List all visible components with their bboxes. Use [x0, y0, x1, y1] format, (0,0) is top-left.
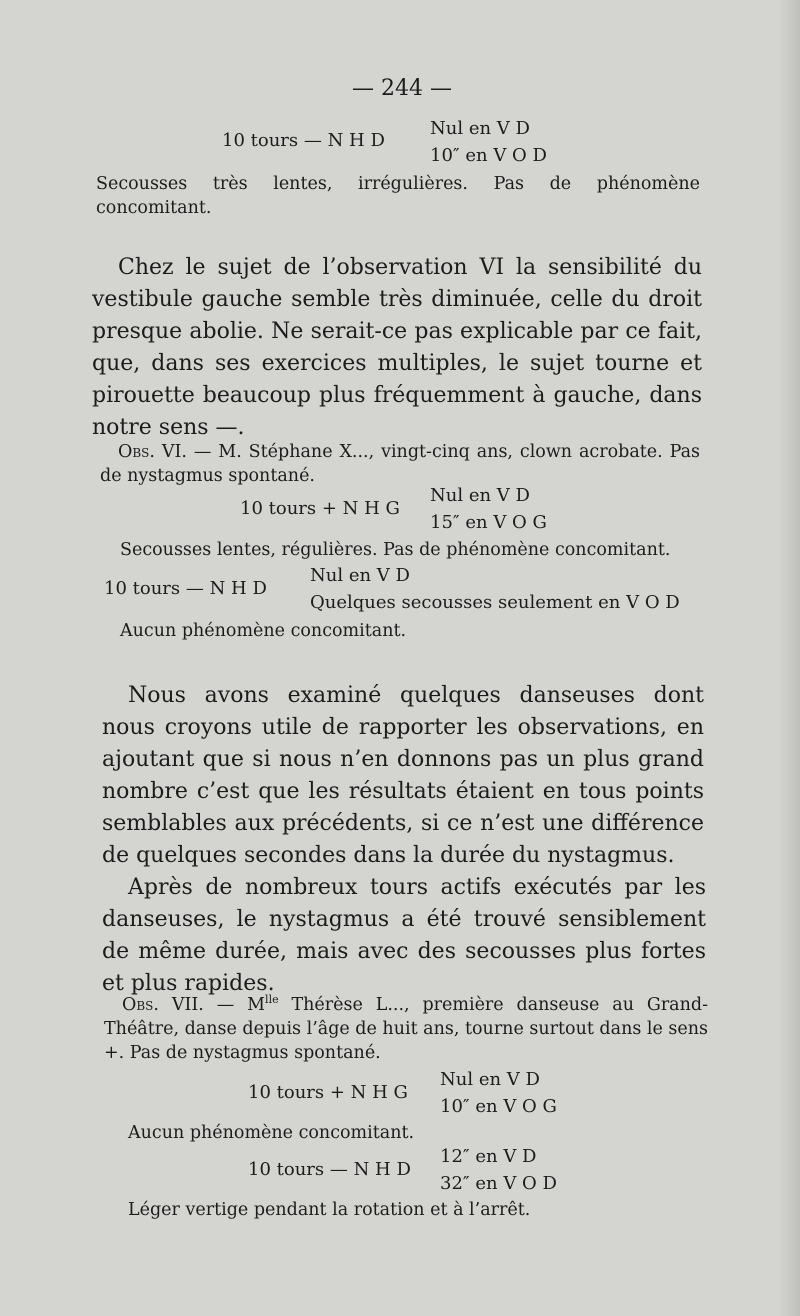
- observation-note: Aucun phénomène concomitant.: [128, 1123, 415, 1143]
- test-result-line: 12″ en V D: [440, 1146, 537, 1167]
- observation-text: — M: [203, 995, 266, 1015]
- test-operation: 10 tours — N H D: [104, 578, 267, 599]
- test-result-line: 10″ en V O D: [430, 145, 547, 166]
- observation-heading: [100, 440, 700, 488]
- test-result-line: Nul en V D: [430, 485, 530, 506]
- page-number: — 244 —: [352, 76, 452, 101]
- body-paragraph: Chez le sujet de l’observation VI la sensibilité du vestibule gauche semble très diminuée, celle du droit presque abolie. Ne serait-ce pas explicable par ce fait, que, dans ses exercices multiples, le sujet tourne et pirouette beaucoup plus fréquemment à gauche, dans notre sens —.: [92, 255, 702, 440]
- observation-note: Secousses très lentes, irrégulières. Pas de phénomène concomitant.: [96, 174, 700, 218]
- test-result-line: 32″ en V O D: [440, 1173, 557, 1194]
- test-result-line: Nul en V D: [440, 1069, 540, 1090]
- test-operation: 10 tours — N H D: [222, 130, 385, 151]
- body-paragraph: Après de nombreux tours actifs exécutés par les danseuses, le nystagmus a été trouvé sensiblement de même durée, mais avec des secousses plus fortes et plus rapides.: [102, 875, 706, 996]
- test-result-line: Nul en V D: [430, 118, 530, 139]
- test-result-line: Nul en V D: [310, 565, 410, 586]
- body-paragraph: Nous avons examiné quelques danseuses dont nous croyons utile de rapporter les observations, en ajoutant que si nous n’en donnons pas un plus grand nombre c’est que les résultats étaient en tous points semblables aux précédents, si ce n’est une différence de quelques secondes dans la durée du nystagmus.: [102, 683, 704, 868]
- observation-text: — M. Stéphane X..., vingt-cinq ans, clown acrobate. Pas de nystagmus spontané.: [100, 442, 701, 486]
- page-edge-shadow: [778, 0, 800, 1316]
- test-operation: 10 tours — N H D: [248, 1159, 411, 1180]
- observation-note: Léger vertige pendant la rotation et à l’arrêt.: [128, 1200, 531, 1220]
- test-operation: 10 tours + N H G: [240, 498, 400, 519]
- test-result-line: Quelques secousses seulement en V O D: [310, 592, 680, 613]
- test-operation: 10 tours + N H G: [248, 1082, 408, 1103]
- observation-note: Aucun phénomène concomitant.: [120, 621, 407, 641]
- test-result-line: 15″ en V O G: [430, 512, 547, 533]
- observation-label: Obs. VII.: [122, 995, 204, 1015]
- test-result-line: 10″ en V O G: [440, 1096, 557, 1117]
- observation-label: Obs. VI.: [118, 442, 187, 462]
- observation-note: Secousses lentes, régulières. Pas de phénomène concomitant.: [120, 540, 671, 560]
- observation-heading: [104, 988, 708, 1065]
- observation-text: Thérèse L..., première danseuse au Grand-Théâtre, danse depuis l’âge de huit ans, tourne surtout dans le sens +. Pas de nystagmus spontané.: [104, 995, 709, 1063]
- title-superscript: lle: [265, 993, 279, 1006]
